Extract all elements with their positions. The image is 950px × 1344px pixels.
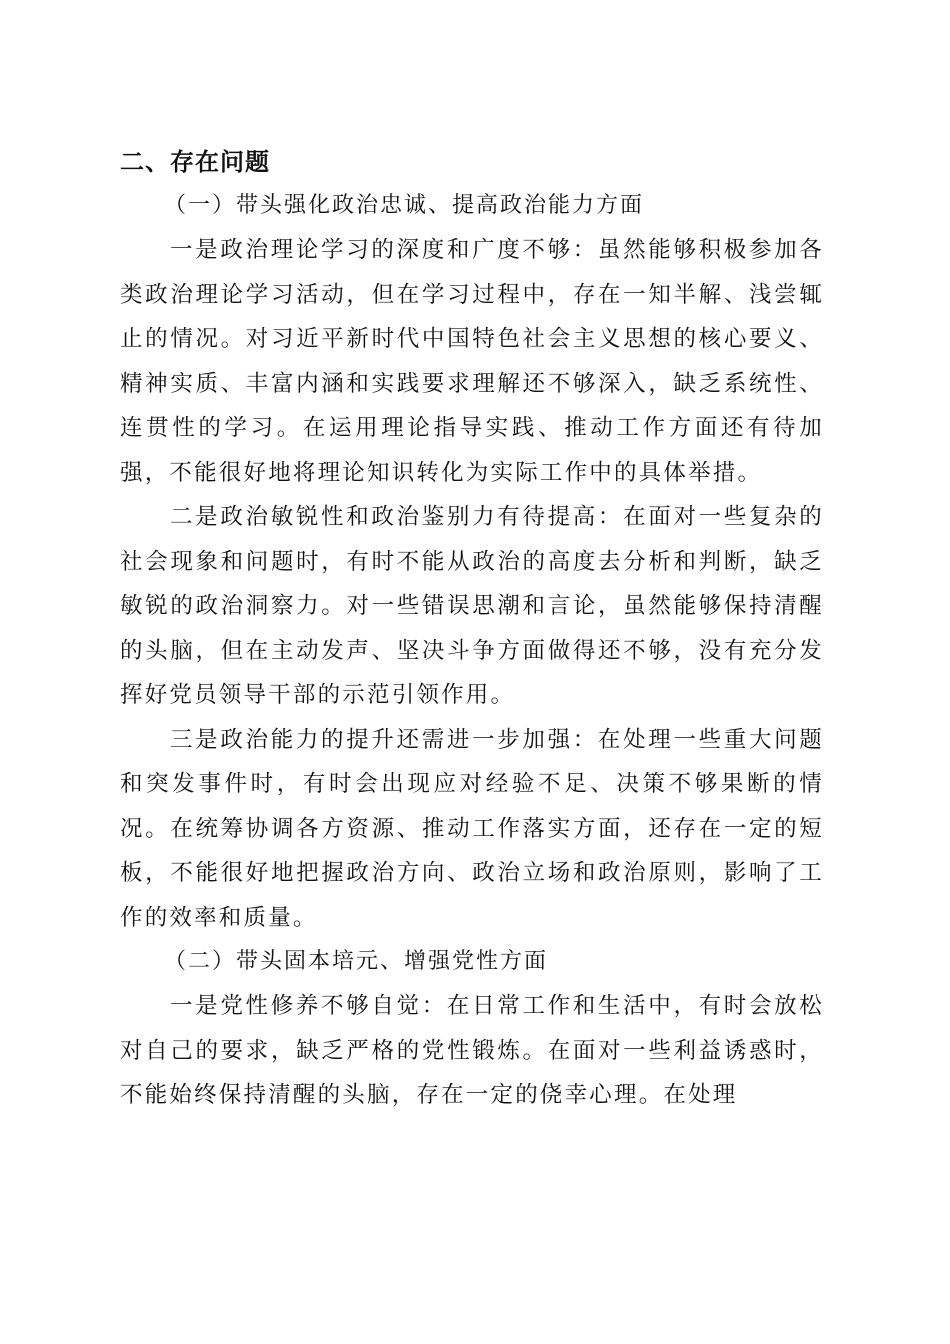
paragraph-3: 三是政治能力的提升还需进一步加强：在处理一些重大问题和突发事件时，有时会出现应对经验不足、决策不够果断的情况。在统筹协调各方资源、推动工作落实方面，还存在一定的短板，不能很好地把握政治方向、政治立场和政治原则，影响了工作的效率和质量。 bbox=[120, 726, 824, 931]
subsection-2-heading: （二）带头固本培元、增强党性方面 bbox=[164, 949, 549, 974]
document-body bbox=[120, 140, 824, 1118]
paragraph-1: 一是政治理论学习的深度和广度不够：虽然能够积极参加各类政治理论学习活动，但在学习过程中，存在一知半解、浅尝辄止的情况。对习近平新时代中国特色社会主义思想的核心要义、精神实质、丰富内涵和实践要求理解还不够深入，缺乏系统性、连贯性的学习。在运用理论指导实践、推动工作方面还有待加强，不能很好地将理论知识转化为实际工作中的具体举措。 bbox=[120, 237, 824, 486]
section-heading: 二、存在问题 bbox=[120, 148, 270, 176]
paragraph-4: 一是党性修养不够自觉：在日常工作和生活中，有时会放松对自己的要求，缺乏严格的党性锻炼。在面对一些利益诱惑时，不能始终保持清醒的头脑，存在一定的侥幸心理。在处理 bbox=[120, 993, 824, 1108]
subsection-1-heading: （一）带头强化政治忠诚、提高政治能力方面 bbox=[164, 193, 645, 218]
paragraph-2: 二是政治敏锐性和政治鉴别力有待提高：在面对一些复杂的社会现象和问题时，有时不能从政治的高度去分析和判断，缺乏敏锐的政治洞察力。对一些错误思潮和言论，虽然能够保持清醒的头脑，但在主动发声、坚决斗争方面做得还不够，没有充分发挥好党员领导干部的示范引领作用。 bbox=[120, 504, 824, 708]
